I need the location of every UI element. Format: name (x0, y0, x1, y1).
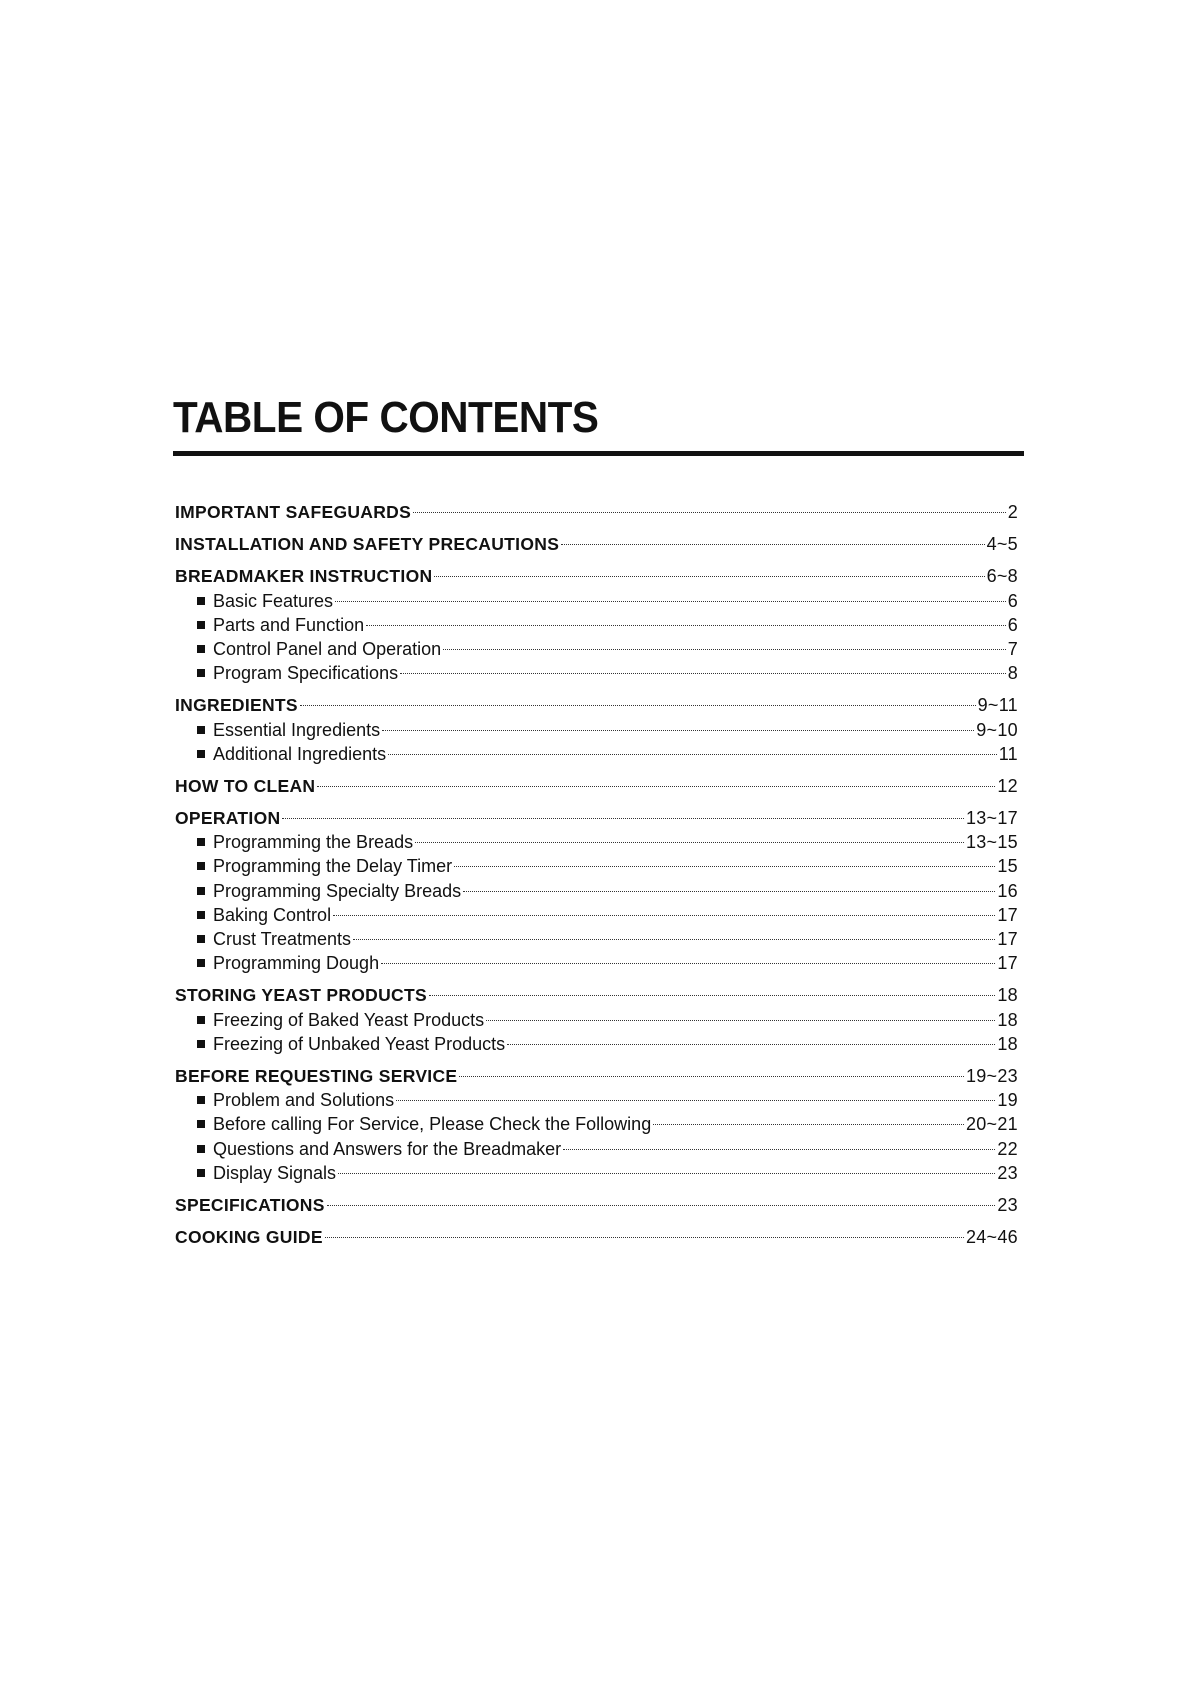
toc-section-label: SPECIFICATIONS (175, 1194, 325, 1215)
dot-leader (415, 842, 964, 843)
toc-subsection-label: Program Specifications (213, 663, 399, 684)
toc-subsection-label: Questions and Answers for the Breadmaker (213, 1138, 562, 1159)
toc-section-entry (175, 500, 1018, 524)
toc-page-number: 6 (1007, 614, 1018, 635)
dot-leader (400, 673, 1006, 674)
toc-section-entry (175, 774, 1018, 798)
toc-subsection-label: Programming Specialty Breads (213, 880, 462, 901)
toc-page-number: 8 (1007, 663, 1018, 684)
toc-subsection-entry (175, 661, 1018, 685)
dot-leader (413, 512, 1006, 513)
toc-subsection-label: Crust Treatments (213, 929, 352, 949)
dot-leader (327, 1205, 996, 1206)
toc-page-number: 20~21 (965, 1114, 1018, 1135)
toc-subsection-label: Additional Ingredients (213, 743, 387, 764)
toc-section-label: BREADMAKER INSTRUCTION (175, 566, 433, 587)
toc-subsection-entry (175, 718, 1018, 742)
dot-leader (653, 1124, 964, 1125)
toc-page-number: 9~10 (976, 719, 1018, 740)
toc-subsection-entry (175, 854, 1018, 878)
toc-subsection-label: Problem and Solutions (213, 1090, 395, 1111)
toc-subsection-entry (175, 1112, 1018, 1136)
toc-page-number: 12 (997, 775, 1018, 796)
toc-page-number: 15 (997, 856, 1018, 877)
toc-page-number: 6 (1007, 590, 1018, 611)
dot-leader (338, 1173, 995, 1174)
dot-leader (388, 754, 997, 755)
toc-page-number: 19~23 (965, 1065, 1018, 1086)
toc-section-label: INSTALLATION AND SAFETY PRECAUTIONS (175, 534, 560, 555)
toc-subsection-label: Before calling For Service, Please Check the Following (213, 1114, 652, 1135)
toc-subsection-entry (175, 1032, 1018, 1056)
toc-subsection-entry (175, 951, 1018, 975)
toc-subsection-label: Parts and Function (213, 614, 365, 635)
dot-leader (382, 730, 974, 731)
dot-leader (563, 1149, 995, 1150)
dot-leader (454, 866, 995, 867)
square-bullet-icon (197, 726, 205, 734)
toc-subsection-label: Display Signals (213, 1162, 337, 1183)
toc-page-number: 22 (997, 1138, 1018, 1159)
toc-page-number: 18 (997, 1033, 1018, 1054)
square-bullet-icon (197, 597, 205, 605)
title-underline (173, 451, 1024, 456)
toc-subsection-entry (175, 1088, 1018, 1112)
toc-subsection-label: Baking Control (213, 904, 332, 925)
dot-leader (333, 915, 995, 916)
toc-subsection-entry (175, 879, 1018, 903)
toc-section-label: IMPORTANT SAFEGUARDS (175, 502, 412, 522)
dot-leader (353, 939, 995, 940)
toc-subsection-entry (175, 742, 1018, 766)
dot-leader (325, 1237, 964, 1238)
toc-page-number: 9~11 (977, 695, 1018, 716)
dot-leader (459, 1076, 964, 1077)
toc-page-number: 2 (1007, 502, 1018, 522)
toc-page-number: 23 (997, 1194, 1018, 1215)
dot-leader (396, 1100, 995, 1101)
toc-subsection-entry (175, 1161, 1018, 1185)
toc-section-entry (175, 1225, 1018, 1249)
toc-section-entry (175, 1193, 1018, 1217)
toc-section-label: HOW TO CLEAN (175, 775, 316, 796)
table-of-contents (175, 500, 1018, 1249)
toc-section-entry (175, 564, 1018, 588)
dot-leader (317, 786, 995, 787)
toc-subsection-entry (175, 830, 1018, 854)
toc-subsection-entry (175, 927, 1018, 951)
toc-page-number: 17 (997, 929, 1018, 949)
toc-subsection-label: Programming the Breads (213, 832, 414, 853)
dot-leader (463, 891, 995, 892)
toc-section-entry (175, 693, 1018, 717)
square-bullet-icon (197, 621, 205, 629)
toc-subsection-label: Programming Dough (213, 953, 380, 974)
square-bullet-icon (197, 1145, 205, 1153)
toc-page-number: 11 (998, 743, 1018, 764)
toc-page-number: 17 (997, 953, 1018, 974)
dot-leader (429, 995, 995, 996)
toc-subsection-entry (175, 637, 1018, 661)
toc-section-entry (175, 1064, 1018, 1088)
toc-section-label: BEFORE REQUESTING SERVICE (175, 1065, 458, 1086)
toc-subsection-entry (175, 1137, 1018, 1161)
toc-subsection-entry (175, 613, 1018, 637)
toc-page-number: 17 (997, 904, 1018, 925)
square-bullet-icon (197, 645, 205, 653)
toc-page-number: 24~46 (965, 1227, 1018, 1248)
page-title: TABLE OF CONTENTS (173, 393, 599, 442)
square-bullet-icon (197, 862, 205, 870)
toc-section-entry (175, 983, 1018, 1007)
square-bullet-icon (197, 1120, 205, 1128)
square-bullet-icon (197, 911, 205, 919)
toc-page-number: 19 (997, 1090, 1018, 1111)
toc-page-number: 4~5 (986, 534, 1018, 555)
toc-subsection-label: Basic Features (213, 590, 334, 611)
square-bullet-icon (197, 669, 205, 677)
dot-leader (282, 818, 964, 819)
toc-subsection-entry (175, 1008, 1018, 1032)
toc-section-label: INGREDIENTS (175, 695, 298, 716)
toc-page-number: 13~17 (965, 808, 1018, 829)
square-bullet-icon (197, 1040, 205, 1048)
dot-leader (381, 963, 995, 964)
square-bullet-icon (197, 750, 205, 758)
dot-leader (366, 625, 1006, 626)
square-bullet-icon (197, 1096, 205, 1104)
toc-page-number: 6~8 (986, 566, 1018, 587)
toc-page-number: 7 (1007, 638, 1018, 659)
square-bullet-icon (197, 959, 205, 967)
toc-subsection-label: Essential Ingredients (213, 719, 381, 740)
dot-leader (561, 544, 984, 545)
dot-leader (443, 649, 1006, 650)
square-bullet-icon (197, 935, 205, 943)
toc-page-number: 16 (997, 880, 1018, 901)
toc-page-number: 23 (997, 1162, 1018, 1183)
square-bullet-icon (197, 1016, 205, 1024)
toc-subsection-label: Control Panel and Operation (213, 638, 442, 659)
toc-page-number: 18 (997, 1009, 1018, 1030)
dot-leader (486, 1020, 995, 1021)
toc-section-entry (175, 532, 1018, 556)
square-bullet-icon (197, 887, 205, 895)
toc-subsection-entry (175, 903, 1018, 927)
toc-subsection-label: Freezing of Baked Yeast Products (213, 1009, 485, 1030)
dot-leader (300, 705, 976, 706)
square-bullet-icon (197, 1169, 205, 1177)
toc-subsection-label: Programming the Delay Timer (213, 856, 453, 877)
toc-subsection-entry (175, 589, 1018, 613)
toc-subsection-label: Freezing of Unbaked Yeast Products (213, 1033, 506, 1054)
toc-section-label: COOKING GUIDE (175, 1227, 323, 1248)
toc-section-label: STORING YEAST PRODUCTS (175, 985, 427, 1006)
dot-leader (335, 601, 1006, 602)
dot-leader (434, 576, 984, 577)
toc-page-number: 13~15 (965, 832, 1018, 853)
dot-leader (507, 1044, 995, 1045)
square-bullet-icon (197, 838, 205, 846)
toc-section-entry (175, 806, 1018, 830)
toc-section-label: OPERATION (175, 808, 281, 829)
toc-page-number: 18 (997, 985, 1018, 1006)
